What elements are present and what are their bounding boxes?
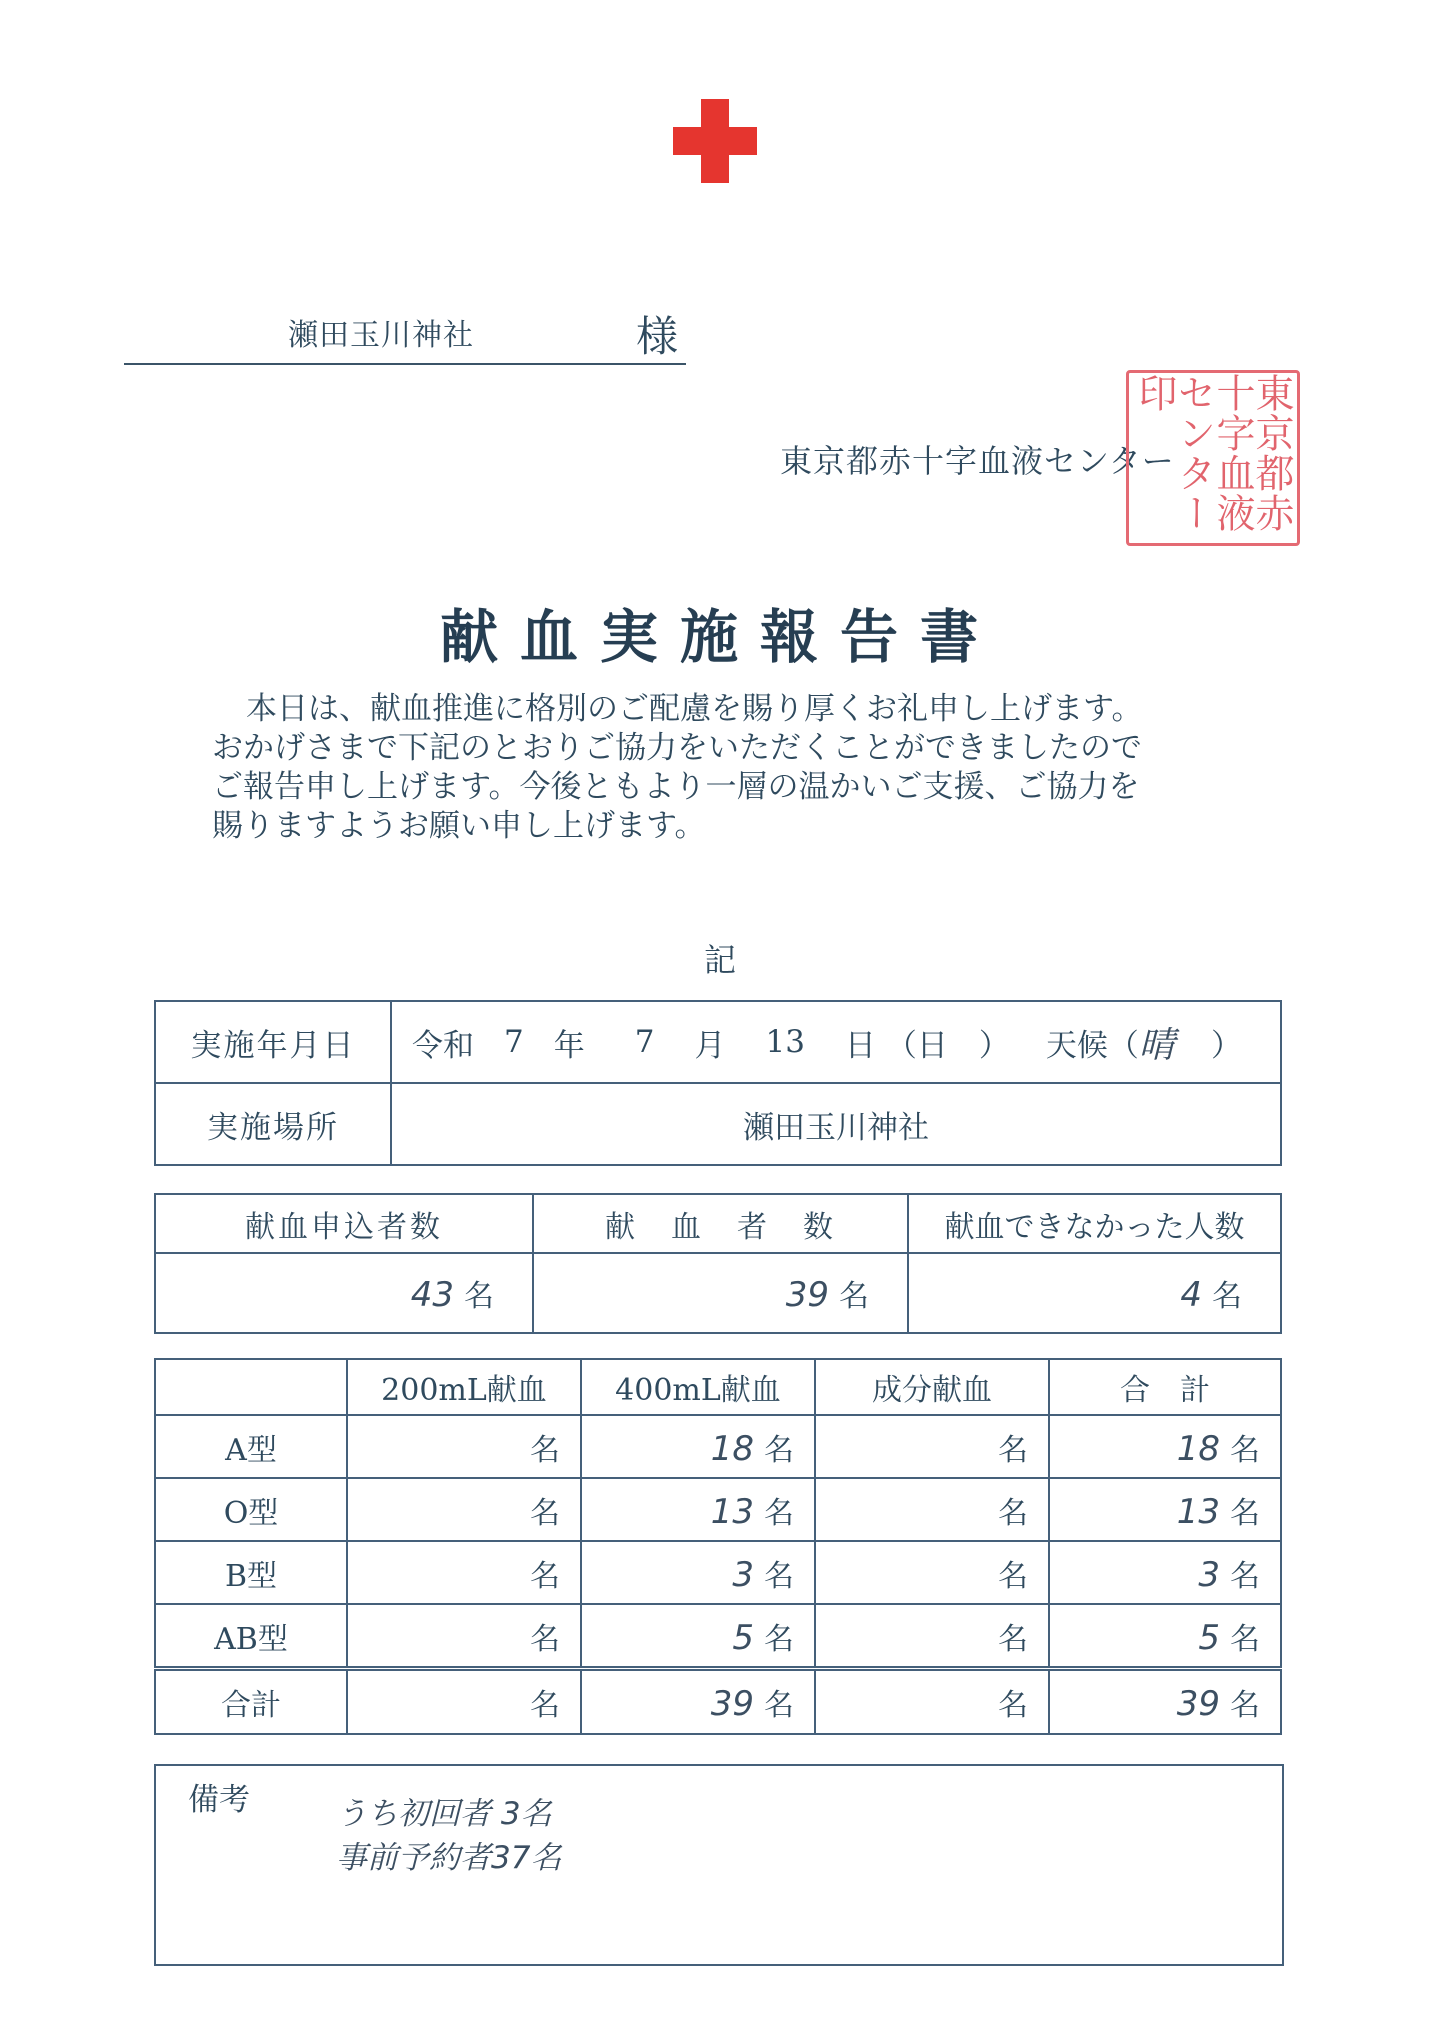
cell-200ml: 名 — [347, 1604, 581, 1669]
body-line: 本日は、献血推進に格別のご配慮を賜り厚くお礼申し上げます。 — [246, 691, 1143, 727]
unit-label: 名 — [839, 1279, 869, 1314]
row-label: 合計 — [155, 1669, 347, 1735]
cell-400ml: 5 名 — [581, 1604, 815, 1669]
body-line: ご報告申し上げます。今後ともより一層の温かいご支援、ご協力を — [212, 769, 1140, 805]
donors-label: 献 血 者 数 — [533, 1194, 908, 1253]
weather-label: 天候（ — [1045, 1027, 1139, 1064]
place-label: 実施場所 — [155, 1083, 391, 1165]
cell-200ml: 名 — [347, 1478, 581, 1541]
body-line: 賜りますようお願い申し上げます。 — [212, 808, 706, 844]
year-unit: 年 — [553, 1027, 585, 1064]
row-label: O型 — [155, 1478, 347, 1541]
total-row — [155, 1669, 1281, 1735]
declined-cell — [908, 1253, 1281, 1333]
cell-400ml: 3 名 — [581, 1541, 815, 1604]
row-label: A型 — [155, 1415, 347, 1478]
body-text — [212, 690, 1242, 846]
cell-total: 18 名 — [1049, 1415, 1281, 1478]
recipient-name: 瀬田玉川神社 — [288, 318, 474, 353]
unit-label: 名 — [464, 1279, 494, 1314]
seal-text: 東京都赤十字血液センター印 — [1132, 373, 1294, 533]
month-unit: 月 — [694, 1027, 726, 1064]
weather-close: ） — [1210, 1027, 1242, 1064]
cell-200ml: 名 — [347, 1415, 581, 1478]
table-row — [155, 1541, 1281, 1604]
column-header: 成分献血 — [815, 1359, 1049, 1415]
remarks-box — [154, 1764, 1284, 1966]
column-header: 400mL献血 — [581, 1359, 815, 1415]
day: 13 — [765, 1024, 805, 1060]
remarks-label: 備考 — [188, 1782, 250, 1818]
donors-count: 39 — [785, 1275, 829, 1315]
info-table — [154, 1000, 1282, 1166]
recipient-honorific: 様 — [636, 312, 679, 361]
blood-type-table — [154, 1358, 1282, 1735]
cell-component: 名 — [815, 1415, 1049, 1478]
row-label: B型 — [155, 1541, 347, 1604]
cell-total: 3 名 — [1049, 1541, 1281, 1604]
cell-total: 39 名 — [1049, 1669, 1281, 1735]
cell-component: 名 — [815, 1541, 1049, 1604]
cell-200ml: 名 — [347, 1541, 581, 1604]
table-row — [155, 1415, 1281, 1478]
cell-component: 名 — [815, 1478, 1049, 1541]
document-title: 献血実施報告書 — [439, 603, 1000, 671]
declined-label: 献血できなかった人数 — [908, 1194, 1281, 1253]
weekday: （日 ） — [885, 1027, 1010, 1064]
row-label: AB型 — [155, 1604, 347, 1669]
remarks-line: 事前予約者37名 — [336, 1840, 562, 1876]
cell-total: 5 名 — [1049, 1604, 1281, 1669]
column-header: 200mL献血 — [347, 1359, 581, 1415]
cell-total: 13 名 — [1049, 1478, 1281, 1541]
table-row — [155, 1604, 1281, 1669]
column-header — [155, 1359, 347, 1415]
applicants-count: 43 — [410, 1275, 454, 1315]
record-heading: 記 — [703, 941, 736, 979]
donors-cell — [533, 1253, 908, 1333]
applicants-cell — [155, 1253, 533, 1333]
cell-component: 名 — [815, 1604, 1049, 1669]
seal-stamp-icon — [1126, 370, 1300, 546]
cell-component: 名 — [815, 1669, 1049, 1735]
applicants-label: 献血申込者数 — [155, 1194, 533, 1253]
table-row — [155, 1478, 1281, 1541]
column-header: 合 計 — [1049, 1359, 1281, 1415]
cell-200ml: 名 — [347, 1669, 581, 1735]
cell-400ml: 13 名 — [581, 1478, 815, 1541]
recipient-underline — [124, 363, 686, 365]
remarks-line: うち初回者 3名 — [336, 1796, 552, 1832]
cell-400ml: 18 名 — [581, 1415, 815, 1478]
cell-400ml: 39 名 — [581, 1669, 815, 1735]
count-table — [154, 1193, 1282, 1334]
date-label: 実施年月日 — [155, 1001, 391, 1083]
body-line: おかげさまで下記のとおりご協力をいただくことができましたので — [212, 730, 1142, 766]
era: 令和 — [412, 1027, 474, 1064]
declined-count: 4 — [1180, 1275, 1202, 1315]
red-cross-icon — [673, 99, 757, 183]
year: 7 — [504, 1024, 524, 1060]
weather-value: 晴 — [1138, 1024, 1175, 1066]
unit-label: 名 — [1212, 1279, 1242, 1314]
month: 7 — [634, 1024, 655, 1060]
date-value — [391, 1001, 1281, 1083]
place-value: 瀬田玉川神社 — [391, 1083, 1281, 1165]
sender-name: 東京都赤十字血液センター — [780, 442, 1175, 480]
day-unit: 日 — [844, 1027, 876, 1064]
remarks-text — [336, 1792, 561, 1880]
